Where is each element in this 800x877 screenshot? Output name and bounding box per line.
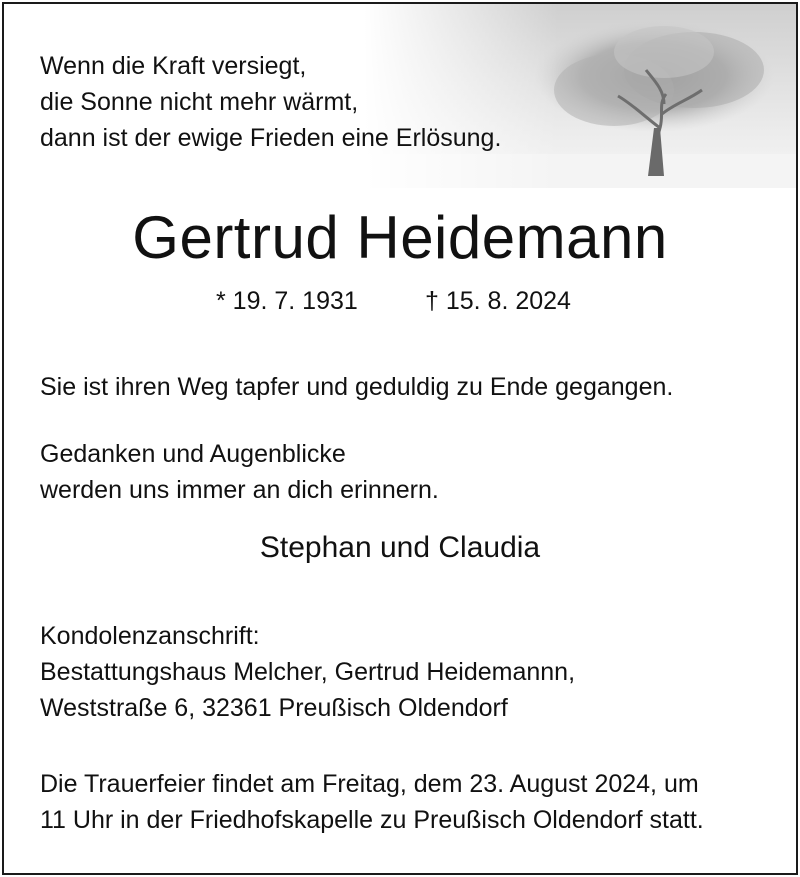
death-date: † 15. 8. 2024 [425,287,571,315]
deceased-name: Gertrud Heidemann [132,204,668,271]
poem-line: die Sonne nicht mehr wärmt, [40,88,359,116]
poem-line: Wenn die Kraft versiegt, [40,52,307,80]
birth-date: * 19. 7. 1931 [216,287,358,315]
obituary-notice [2,2,798,875]
condolence-heading: Kondolenzanschrift: [40,622,260,650]
condolence-address [40,618,575,726]
funeral-info [40,766,704,838]
tribute-sentence: Sie ist ihren Weg tapfer und geduldig zu Ende gegangen. [40,373,674,401]
signers: Stephan und Claudia [259,531,541,564]
poem-line: dann ist der ewige Frieden eine Erlösung. [40,124,502,152]
poem [40,48,501,156]
thought-line: Gedanken und Augenblicke [40,440,346,468]
funeral-line: 11 Uhr in der Friedhofskapelle zu Preußisch Oldendorf statt. [40,806,704,834]
tribute-thoughts [40,436,439,508]
thought-line: werden uns immer an dich erinnern. [40,476,439,504]
condolence-line: Weststraße 6, 32361 Preußisch Oldendorf [40,694,508,722]
funeral-line: Die Trauerfeier findet am Freitag, dem 23. August 2024, um [40,770,699,798]
condolence-line: Bestattungshaus Melcher, Gertrud Heidemannn, [40,658,576,686]
